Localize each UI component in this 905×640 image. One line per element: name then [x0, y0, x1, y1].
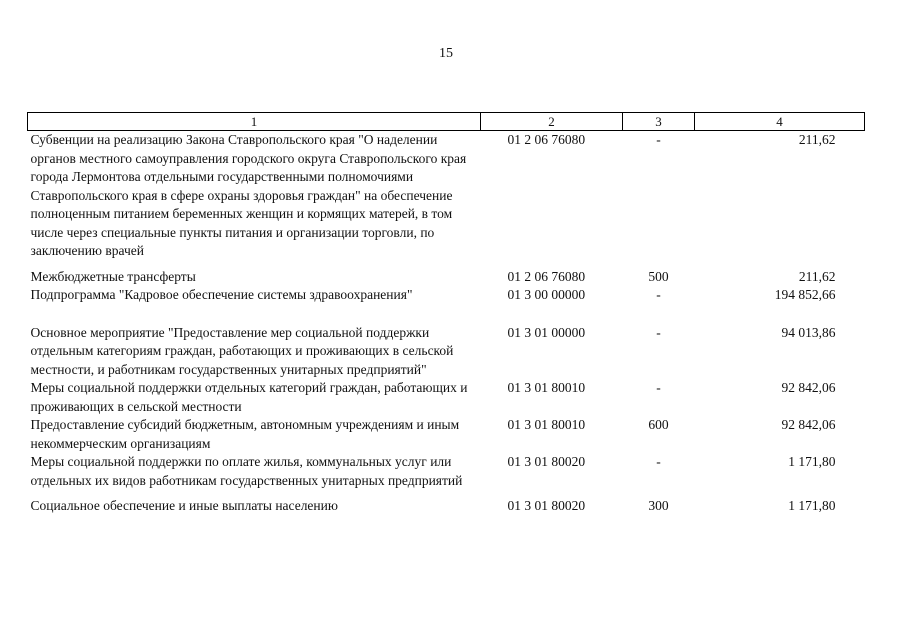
- row-expense-type: -: [656, 380, 661, 395]
- row-expense-type: 300: [648, 498, 669, 513]
- column-header-2: 2: [481, 113, 623, 131]
- row-expense-type: 600: [648, 417, 669, 432]
- row-code: 01 3 01 80020: [507, 498, 586, 513]
- table-row: [28, 131, 865, 268]
- column-header-3: 3: [623, 113, 695, 131]
- row-expense-type: 500: [648, 268, 669, 284]
- row-name: Подпрограмма "Кадровое обеспечение системы здравоохранения": [30, 287, 413, 302]
- row-expense-type: -: [656, 454, 661, 469]
- table-row: [28, 268, 865, 287]
- row-expense-type: -: [656, 132, 661, 147]
- table-row: [28, 453, 865, 497]
- row-amount: 92 842,06: [781, 417, 836, 432]
- table-header-row: [28, 113, 865, 131]
- page-number: 15: [439, 46, 453, 61]
- row-name: Меры социальной поддержки по оплате жилья, коммунальных услуг или отдельных их видов работникам государственных унитарных предприятий: [30, 454, 463, 488]
- table-row: [28, 286, 865, 324]
- row-name: Основное мероприятие "Предоставление мер социальной поддержки отдельным категориям граждан, работающих и проживающих в сельской местности, и работникам государственных унитарных предприятий": [30, 324, 454, 377]
- budget-table: [27, 112, 865, 516]
- row-expense-type: -: [656, 287, 661, 302]
- table-row: [28, 324, 865, 380]
- row-amount: 211,62: [798, 268, 836, 284]
- row-amount: 94 013,86: [781, 324, 836, 340]
- table-row: [28, 379, 865, 416]
- row-code: 01 2 06 76080: [507, 268, 586, 284]
- row-expense-type: -: [656, 324, 661, 340]
- row-code: 01 3 01 80020: [507, 454, 586, 469]
- row-name: Субвенции на реализацию Закона Ставропольского края "О наделении органов местного самоуправления городского округа Ставропольского края города Лермонтова отдельными государственными полномочиями Ставропольского края в сфере охраны здоровья граждан" на обеспечение полноценным питанием беременных женщин и кормящих матерей, в том числе через специальные пункты питания и организации торговли, по заключению врачей: [30, 132, 467, 258]
- row-amount: 211,62: [798, 132, 836, 147]
- column-header-4: 4: [695, 113, 865, 131]
- row-name: Предоставление субсидий бюджетным, автономным учреждениям и иным некоммерческим организациям: [30, 417, 460, 451]
- column-header-1: 1: [28, 113, 481, 131]
- row-amount: 92 842,06: [781, 380, 836, 395]
- row-amount: 1 171,80: [788, 498, 836, 513]
- row-name: Социальное обеспечение и иные выплаты населению: [30, 498, 338, 513]
- row-code: 01 3 01 00000: [507, 324, 586, 340]
- row-code: 01 3 00 00000: [507, 287, 586, 302]
- row-code: 01 3 01 80010: [507, 417, 586, 432]
- row-code: 01 3 01 80010: [507, 380, 586, 395]
- row-name: Межбюджетные трансферты: [30, 268, 196, 284]
- row-name: Меры социальной поддержки отдельных категорий граждан, работающих и проживающих в сельской местности: [30, 380, 468, 414]
- row-amount: 194 852,66: [774, 287, 836, 302]
- row-amount: 1 171,80: [788, 454, 836, 469]
- table-row: [28, 416, 865, 453]
- table-row: [28, 497, 865, 516]
- row-code: 01 2 06 76080: [507, 132, 586, 147]
